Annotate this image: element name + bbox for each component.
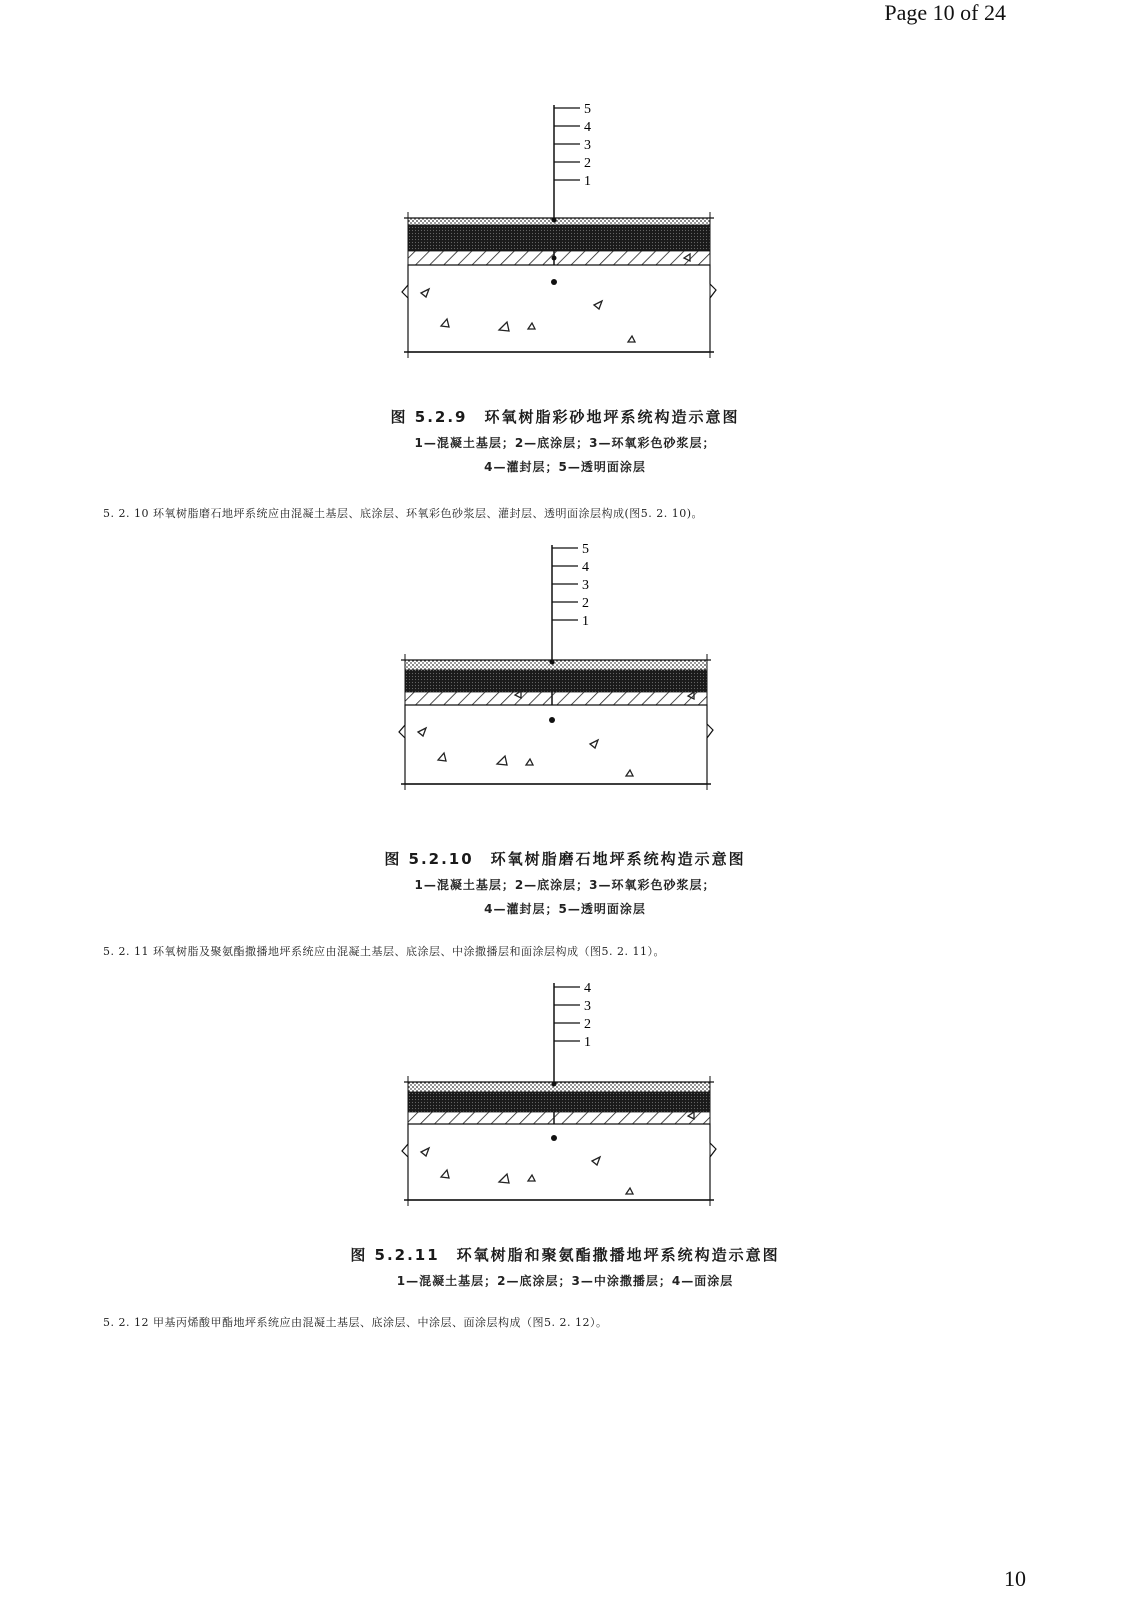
figure-title: 图 5.2.11 环氧树脂和聚氨酯撒播地坪系统构造示意图: [350, 1246, 780, 1264]
figure-5-2-11: [0, 978, 1130, 1208]
paragraph: 5. 2. 12 甲基丙烯酸甲酯地坪系统应由混凝土基层、底涂层、中涂层、面涂层构成（图5. 2. 12）。: [103, 1316, 608, 1329]
floor-section-diagram: [0, 978, 1130, 1208]
figure-legend-line: 4—灌封层；5—透明面涂层: [484, 460, 646, 474]
page-number: 10: [1004, 1566, 1026, 1591]
callout-label: 4: [584, 120, 591, 135]
figure-caption: [0, 1244, 1130, 1289]
floor-section-diagram: [0, 540, 1130, 800]
figure-title: 图 5.2.10 环氧树脂磨石地坪系统构造示意图: [384, 850, 746, 868]
callout-label: 3: [584, 138, 591, 153]
callout-label: 2: [582, 596, 589, 611]
callout-label: 1: [584, 174, 591, 189]
figure-caption: [0, 406, 1130, 475]
callout-label: 1: [584, 1035, 591, 1050]
callout-label: 2: [584, 156, 591, 171]
callout-label: 5: [584, 102, 591, 117]
page-header: Page 10 of 24: [884, 0, 1006, 25]
figure-legend-line: 4—灌封层；5—透明面涂层: [484, 902, 646, 916]
figure-legend-line: 1—混凝土基层；2—底涂层；3—环氧彩色砂浆层；: [414, 436, 716, 450]
figure-legend-line: 1—混凝土基层；2—底涂层；3—环氧彩色砂浆层；: [414, 878, 716, 892]
figure-title: 图 5.2.9 环氧树脂彩砂地坪系统构造示意图: [390, 408, 740, 426]
callout-label: 3: [584, 999, 591, 1014]
callout-label: 5: [582, 542, 589, 557]
callout-label: 3: [582, 578, 589, 593]
figure-5-2-10: [0, 540, 1130, 800]
callout-label: 2: [584, 1017, 591, 1032]
callout-label: 4: [582, 560, 589, 575]
floor-section-diagram: [0, 100, 1130, 360]
callout-label: 4: [584, 981, 591, 996]
paragraph: 5. 2. 11 环氧树脂及聚氨酯撒播地坪系统应由混凝土基层、底涂层、中涂撒播层和面涂层构成（图5. 2. 11）。: [103, 945, 665, 958]
figure-legend-line: 1—混凝土基层；2—底涂层；3—中涂撒播层；4—面涂层: [396, 1274, 734, 1288]
figure-caption: [0, 848, 1130, 917]
callout-label: 1: [582, 614, 589, 629]
figure-5-2-9: [0, 100, 1130, 360]
paragraph: 5. 2. 10 环氧树脂磨石地坪系统应由混凝土基层、底涂层、环氧彩色砂浆层、灌封层、透明面涂层构成(图5. 2. 10)。: [103, 507, 704, 520]
